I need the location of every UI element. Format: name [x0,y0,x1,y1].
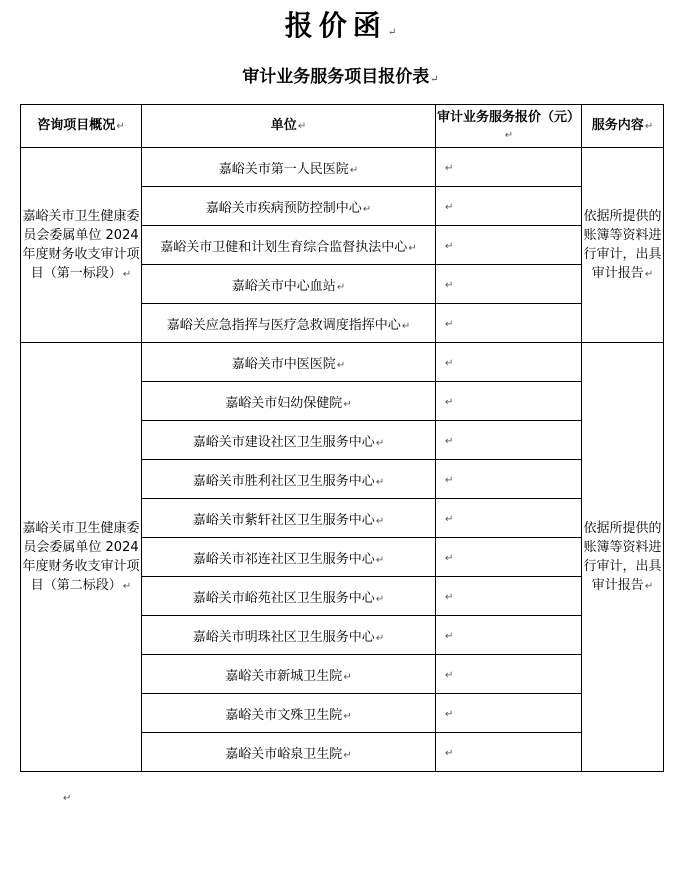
unit-cell: 嘉峪关市建设社区卫生服务中心↵ [142,421,436,460]
table-body [21,148,664,772]
price-cell[interactable]: ↵ [436,382,582,421]
table-header-row [21,105,664,148]
unit-cell: 嘉峪关市峪泉卫生院↵ [142,733,436,772]
document-subtitle: 审计业务服务项目报价表↵ [242,67,439,87]
price-cell[interactable]: ↵ [436,421,582,460]
price-cell[interactable]: ↵ [436,148,582,187]
unit-cell: 嘉峪关市祁连社区卫生服务中心↵ [142,538,436,577]
price-cell[interactable]: ↵ [436,499,582,538]
unit-cell: 嘉峪关市新城卫生院↵ [142,655,436,694]
unit-cell: 嘉峪关应急指挥与医疗急救调度指挥中心↵ [142,304,436,343]
header-project: 咨询项目概况↵ [21,105,142,148]
trailing-paragraph-mark: ↵ [63,793,72,804]
unit-cell: 嘉峪关市卫健和计划生育综合监督执法中心↵ [142,226,436,265]
header-service: 服务内容↵ [582,105,664,148]
quote-table [20,104,664,772]
price-cell[interactable]: ↵ [436,343,582,382]
unit-cell: 嘉峪关市文殊卫生院↵ [142,694,436,733]
price-cell[interactable]: ↵ [436,538,582,577]
table-row [21,148,664,187]
price-cell[interactable]: ↵ [436,694,582,733]
unit-cell: 嘉峪关市胜利社区卫生服务中心↵ [142,460,436,499]
service-cell: 依据所提供的账簿等资料进行审计，出具审计报告↵ [582,343,664,772]
unit-cell: 嘉峪关市中医医院↵ [142,343,436,382]
price-cell[interactable]: ↵ [436,460,582,499]
document-title: 报价函↵ [284,9,397,42]
header-price: 审计业务服务报价（元）↵ [436,105,582,148]
unit-cell: 嘉峪关市中心血站↵ [142,265,436,304]
price-cell[interactable]: ↵ [436,187,582,226]
unit-cell: 嘉峪关市妇幼保健院↵ [142,382,436,421]
header-unit: 单位↵ [142,105,436,148]
project-cell: 嘉峪关市卫生健康委员会委属单位 2024 年度财务收支审计项目（第二标段）↵ [21,343,142,772]
price-cell[interactable]: ↵ [436,265,582,304]
price-cell[interactable]: ↵ [436,304,582,343]
project-cell: 嘉峪关市卫生健康委员会委属单位 2024 年度财务收支审计项目（第一标段）↵ [21,148,142,343]
price-cell[interactable]: ↵ [436,577,582,616]
price-cell[interactable]: ↵ [436,655,582,694]
price-cell[interactable]: ↵ [436,733,582,772]
unit-cell: 嘉峪关市峪苑社区卫生服务中心↵ [142,577,436,616]
unit-cell: 嘉峪关市明珠社区卫生服务中心↵ [142,616,436,655]
unit-cell: 嘉峪关市紫轩社区卫生服务中心↵ [142,499,436,538]
unit-cell: 嘉峪关市第一人民医院↵ [142,148,436,187]
price-cell[interactable]: ↵ [436,226,582,265]
unit-cell: 嘉峪关市疾病预防控制中心↵ [142,187,436,226]
service-cell: 依据所提供的账簿等资料进行审计，出具审计报告↵ [582,148,664,343]
price-cell[interactable]: ↵ [436,616,582,655]
table-row [21,343,664,382]
